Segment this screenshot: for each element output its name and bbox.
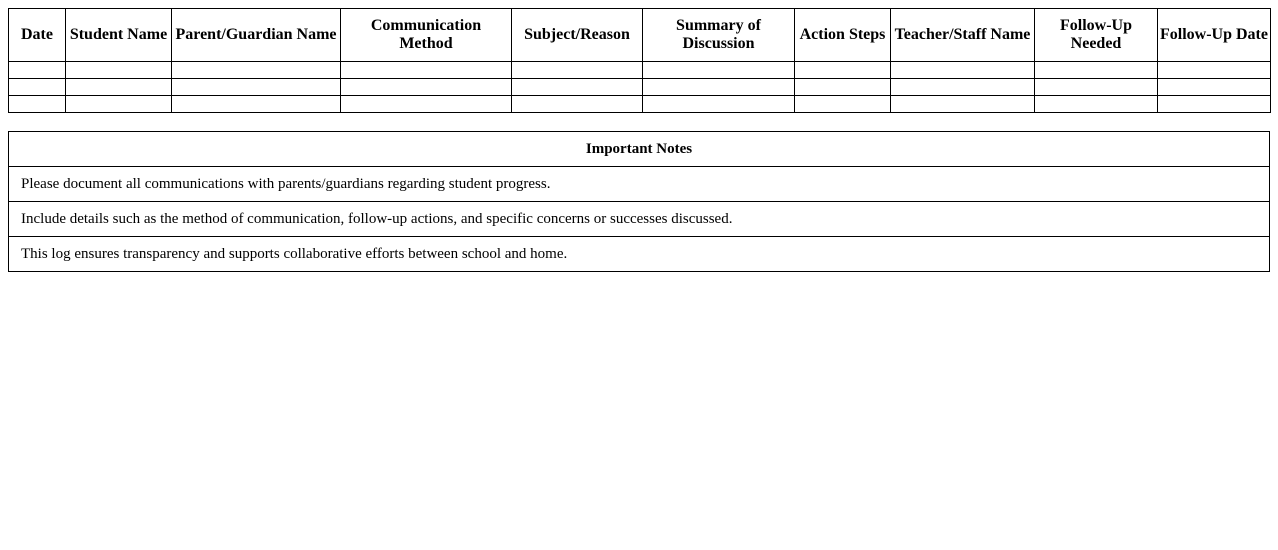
table-cell[interactable] [1035,96,1158,113]
column-header-subject-reason: Subject/Reason [512,9,643,62]
table-cell[interactable] [891,96,1035,113]
table-cell[interactable] [9,62,66,79]
table-cell[interactable] [795,62,891,79]
table-row [9,62,1271,79]
communication-log-table [8,8,1271,113]
table-cell[interactable] [891,79,1035,96]
column-header-summary-of-discussion: Summary of Discussion [643,9,795,62]
important-notes-table [8,131,1270,272]
table-cell[interactable] [891,62,1035,79]
table-cell[interactable] [795,79,891,96]
column-header-communication-method: Communication Method [341,9,512,62]
table-cell[interactable] [1158,96,1271,113]
table-cell[interactable] [172,79,341,96]
table-cell[interactable] [341,62,512,79]
table-cell[interactable] [643,79,795,96]
table-cell[interactable] [512,79,643,96]
table-cell[interactable] [9,96,66,113]
notes-title: Important Notes [9,132,1270,167]
table-cell[interactable] [795,96,891,113]
table-row [9,96,1271,113]
column-header-follow-up-date: Follow-Up Date [1158,9,1271,62]
table-cell[interactable] [643,62,795,79]
notes-row [9,202,1270,237]
table-row [9,79,1271,96]
table-cell[interactable] [172,62,341,79]
table-cell[interactable] [512,96,643,113]
table-cell[interactable] [341,79,512,96]
table-cell[interactable] [66,96,172,113]
notes-row [9,167,1270,202]
column-header-teacher-staff-name: Teacher/Staff Name [891,9,1035,62]
table-cell[interactable] [66,79,172,96]
table-cell[interactable] [1035,79,1158,96]
notes-row [9,237,1270,272]
column-header-parent-guardian-name: Parent/Guardian Name [172,9,341,62]
column-header-student-name: Student Name [66,9,172,62]
note-item: This log ensures transparency and supports collaborative efforts between school and home. [9,237,1270,272]
table-cell[interactable] [172,96,341,113]
table-cell[interactable] [66,62,172,79]
table-cell[interactable] [1158,62,1271,79]
column-header-follow-up-needed: Follow-Up Needed [1035,9,1158,62]
table-cell[interactable] [1158,79,1271,96]
note-item: Please document all communications with parents/guardians regarding student progress. [9,167,1270,202]
table-cell[interactable] [512,62,643,79]
table-cell[interactable] [9,79,66,96]
table-header-row [9,9,1271,62]
notes-header-row [9,132,1270,167]
table-cell[interactable] [1035,62,1158,79]
table-cell[interactable] [643,96,795,113]
column-header-action-steps: Action Steps [795,9,891,62]
column-header-date: Date [9,9,66,62]
table-cell[interactable] [341,96,512,113]
note-item: Include details such as the method of communication, follow-up actions, and specific concerns or successes discussed. [9,202,1270,237]
